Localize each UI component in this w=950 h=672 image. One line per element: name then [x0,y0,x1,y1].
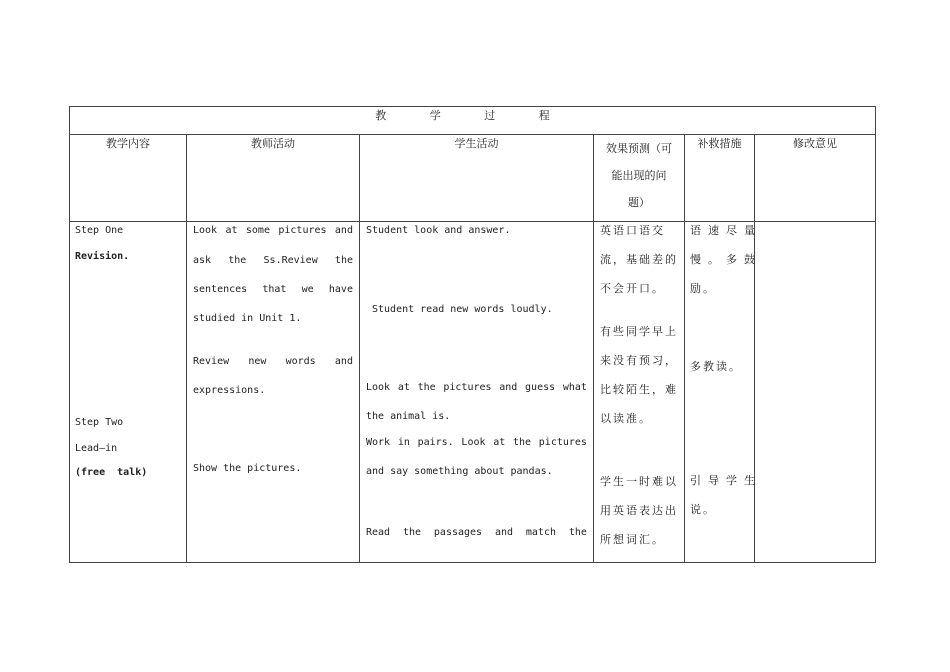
line-word: and [334,356,353,367]
line-word: guess [525,382,556,393]
teacher-line-1 [193,216,353,245]
header-effect-line3: 题） [628,196,650,209]
student-line-2: Student read new words loudly. [372,304,553,315]
line-word: the [513,437,532,448]
cell-effect-prediction [594,222,685,563]
line-word: at [225,225,238,236]
teacher-line-3 [193,275,353,304]
cell-content [70,222,187,563]
cell-remedy [685,222,762,563]
table-title: 教 学 过 程 [70,107,876,135]
effect-line-5: 来没有预习， [600,354,678,367]
header-effect-line2: 能出现的问 [611,169,667,182]
line-word: pictures [443,382,492,393]
effect-line-6: 比较陌生，难 [600,383,678,396]
line-word: words [285,356,316,367]
line-word: and [499,382,518,393]
header-remedy: 补救措施 [685,135,755,222]
line-word: Ss.Review [263,255,318,266]
remedy-line-3: 励。 [690,282,716,295]
student-line-6: and say something about pandas. [366,466,553,477]
teacher-line-7: Show the pictures. [193,463,302,474]
line-word: Review [193,356,230,367]
effect-line-2: 流，基础差的 [600,253,678,266]
line-word: at [493,437,506,448]
cell-student-activity [360,222,594,563]
line-word: in [397,437,410,448]
effect-line-7: 以读准。 [600,412,652,425]
line-word: the [334,255,353,266]
line-word: some [245,225,270,236]
line-word: the [417,382,436,393]
line-word: we [301,284,314,295]
line-word: pictures [538,437,587,448]
effect-line-10: 所想词汇。 [600,533,665,546]
header-content: 教学内容 [70,135,187,222]
lesson-process-table [69,106,876,563]
line-word: that [262,284,287,295]
line-word: Look [193,225,218,236]
table-title-row [70,107,876,135]
effect-line-8: 学生一时难以 [600,475,678,488]
line-word: have [328,284,353,295]
effect-line-9: 用英语表达出 [600,504,678,517]
line-word: ask [193,255,212,266]
cell-teacher-activity [187,222,360,563]
line-word: the [228,255,247,266]
cell-revision-notes [755,222,876,563]
teacher-line-5 [193,347,353,376]
line-word: at [397,382,410,393]
remedy-line-2: 慢。多鼓 [690,253,762,266]
effect-line-4: 有些同学早上 [600,325,678,338]
effect-line-3: 不会开口。 [600,282,665,295]
remedy-line-1: 语速尽量 [690,224,762,237]
step-two-title: Lead—in [75,443,118,454]
student-line-4: the animal is. [366,411,451,422]
line-word: pictures [278,225,327,236]
line-word: new [248,356,267,367]
teacher-line-6: expressions. [193,385,266,396]
student-line-7 [366,518,587,547]
student-line-5 [366,428,587,457]
step-one-label: Step One [75,225,124,236]
step-two-subtitle: (free talk) [75,467,148,478]
step-one-title: Revision. [75,251,130,262]
remedy-line-4: 多教读。 [690,360,742,373]
student-line-3 [366,373,587,402]
line-word: and [494,527,514,538]
line-word: sentences [193,284,248,295]
header-student-activity: 学生活动 [360,135,594,222]
line-word: passages [433,527,483,538]
teacher-line-2 [193,246,353,275]
remedy-line-6: 说。 [690,503,716,516]
header-effect-prediction [594,135,685,222]
step-two-label: Step Two [75,417,124,428]
table-body-row [70,222,876,563]
line-word: Work [366,437,391,448]
table-header-row [70,135,876,222]
line-word: Read [366,527,391,538]
line-word: match [525,527,556,538]
header-effect-line1: 效果预测（可 [606,142,672,155]
student-line-1: Student look and answer. [366,225,511,236]
header-teacher-activity: 教师活动 [187,135,360,222]
line-word: the [568,527,587,538]
teacher-line-4: studied in Unit 1. [193,313,302,324]
line-word: pairs. [417,437,454,448]
remedy-line-5: 引导学生 [690,474,762,487]
line-word: and [334,225,353,236]
line-word: the [402,527,422,538]
line-word: Look [461,437,486,448]
line-word: what [562,382,587,393]
line-word: Look [366,382,391,393]
header-revision: 修改意见 [755,135,876,222]
effect-line-1: 英语口语交 [600,224,665,237]
